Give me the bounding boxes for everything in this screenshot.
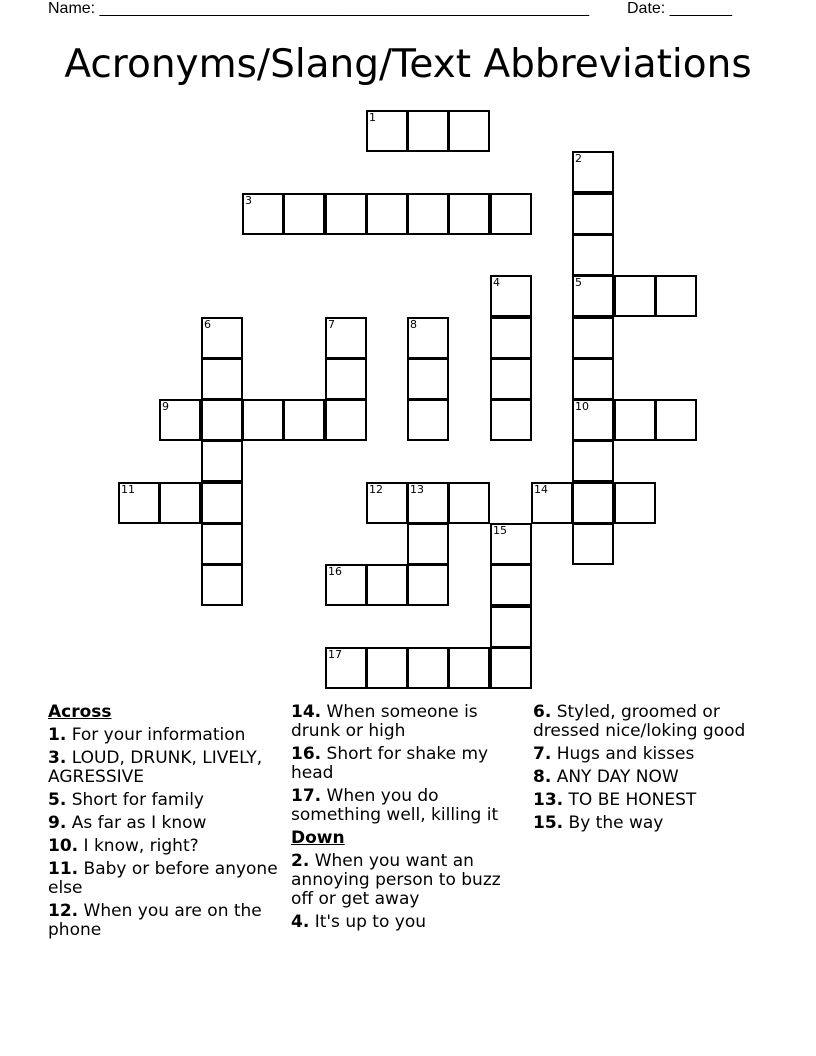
grid-cell[interactable] (407, 523, 449, 565)
clue-text: Hugs and kisses (556, 744, 695, 764)
clue-number: 1. (48, 725, 67, 745)
clue-text: Baby or before anyone else (48, 859, 278, 898)
grid-cell[interactable] (490, 358, 532, 400)
cell-number: 10 (575, 400, 589, 413)
grid-cell[interactable] (572, 317, 614, 359)
clue-number: 13. (533, 790, 564, 810)
grid-cell[interactable] (407, 317, 449, 359)
grid-cell[interactable] (572, 440, 614, 482)
clue-number: 17. (291, 786, 322, 806)
grid-cell[interactable] (201, 358, 243, 400)
down-clue-2 (291, 852, 521, 909)
grid-cell[interactable] (201, 564, 243, 606)
clue-number: 2. (291, 851, 310, 871)
grid-cell[interactable] (325, 358, 367, 400)
down-clue-8 (533, 768, 773, 787)
grid-cell[interactable] (366, 482, 408, 524)
clue-text: It's up to you (314, 912, 426, 932)
grid-cell[interactable] (201, 440, 243, 482)
clue-number: 11. (48, 859, 79, 879)
cell-number: 14 (534, 483, 548, 496)
date-field[interactable]: Date: _______ (627, 0, 732, 17)
grid-cell[interactable] (159, 399, 201, 441)
grid-cell[interactable] (614, 482, 656, 524)
grid-cell[interactable] (325, 193, 367, 235)
grid-cell[interactable] (490, 275, 532, 317)
clue-text: When you are on the phone (48, 901, 262, 940)
cell-number: 6 (204, 318, 211, 331)
clue-text: As far as I know (71, 813, 207, 833)
clue-text: By the way (568, 813, 664, 833)
clue-number: 10. (48, 836, 79, 856)
name-field[interactable]: Name: _______________________________________________________ (48, 0, 589, 17)
grid-cell[interactable] (572, 482, 614, 524)
clue-number: 15. (533, 813, 564, 833)
grid-cell[interactable] (366, 647, 408, 689)
across-clue-1 (48, 726, 280, 745)
clue-text: For your information (71, 725, 246, 745)
across-clue-12 (48, 902, 280, 940)
grid-cell[interactable] (407, 399, 449, 441)
grid-cell[interactable] (159, 482, 201, 524)
grid-cell[interactable] (366, 110, 408, 152)
grid-cell[interactable] (531, 482, 573, 524)
grid-cell[interactable] (448, 482, 490, 524)
cell-number: 12 (369, 483, 383, 496)
across-heading: Across (48, 702, 112, 722)
grid-cell[interactable] (490, 523, 532, 565)
grid-cell[interactable] (490, 317, 532, 359)
grid-cell[interactable] (201, 317, 243, 359)
cell-number: 8 (410, 318, 417, 331)
clue-text: Short for family (71, 790, 204, 810)
clue-column-1 (48, 703, 280, 944)
cell-number: 13 (410, 483, 424, 496)
down-clue-4 (291, 913, 521, 932)
grid-cell[interactable] (614, 275, 656, 317)
clue-number: 16. (291, 744, 322, 764)
grid-cell[interactable] (572, 234, 614, 276)
clue-number: 4. (291, 912, 310, 932)
grid-cell[interactable] (572, 275, 614, 317)
clue-text: LOUD, DRUNK, LIVELY, AGRESSIVE (48, 748, 263, 787)
clue-text: TO BE HONEST (568, 790, 697, 810)
across-clue-9 (48, 814, 280, 833)
clue-text: I know, right? (83, 836, 199, 856)
grid-cell[interactable] (407, 193, 449, 235)
grid-cell[interactable] (283, 193, 325, 235)
grid-cell[interactable] (325, 399, 367, 441)
across-clue-14 (291, 703, 521, 741)
grid-cell[interactable] (407, 564, 449, 606)
grid-cell[interactable] (614, 399, 656, 441)
grid-cell[interactable] (490, 193, 532, 235)
cell-number: 9 (162, 400, 169, 413)
grid-cell[interactable] (572, 399, 614, 441)
clue-number: 8. (533, 767, 552, 787)
clue-number: 7. (533, 744, 552, 764)
grid-cell[interactable] (242, 399, 284, 441)
clue-number: 9. (48, 813, 67, 833)
grid-cell[interactable] (572, 523, 614, 565)
grid-cell[interactable] (572, 193, 614, 235)
across-clue-16 (291, 745, 521, 783)
clue-number: 12. (48, 901, 79, 921)
clue-number: 3. (48, 748, 67, 768)
grid-cell[interactable] (407, 358, 449, 400)
grid-cell[interactable] (325, 317, 367, 359)
grid-cell[interactable] (366, 564, 408, 606)
grid-cell[interactable] (448, 193, 490, 235)
cell-number: 15 (493, 524, 507, 537)
across-clue-17 (291, 787, 521, 825)
cell-number: 4 (493, 276, 500, 289)
grid-cell[interactable] (655, 275, 697, 317)
grid-cell[interactable] (201, 482, 243, 524)
grid-cell[interactable] (242, 193, 284, 235)
clue-number: 6. (533, 702, 552, 722)
grid-cell[interactable] (201, 523, 243, 565)
cell-number: 1 (369, 111, 376, 124)
cell-number: 11 (121, 483, 135, 496)
grid-cell[interactable] (448, 110, 490, 152)
cell-number: 17 (328, 648, 342, 661)
grid-cell[interactable] (325, 647, 367, 689)
grid-cell[interactable] (655, 399, 697, 441)
clue-column-3 (533, 703, 773, 837)
grid-cell[interactable] (201, 399, 243, 441)
grid-cell[interactable] (490, 647, 532, 689)
grid-cell[interactable] (407, 647, 449, 689)
grid-cell[interactable] (572, 151, 614, 193)
clue-text: When someone is drunk or high (291, 702, 478, 741)
across-clue-5 (48, 791, 280, 810)
grid-cell[interactable] (490, 399, 532, 441)
cell-number: 7 (328, 318, 335, 331)
grid-cell[interactable] (448, 647, 490, 689)
grid-cell[interactable] (407, 482, 449, 524)
cell-number: 3 (245, 194, 252, 207)
clue-text: Styled, groomed or dressed nice/loking good (533, 702, 746, 741)
cell-number: 16 (328, 565, 342, 578)
grid-cell[interactable] (407, 110, 449, 152)
down-clue-7 (533, 745, 773, 764)
clue-text: Short for shake my head (291, 744, 489, 783)
clue-number: 14. (291, 702, 322, 722)
down-clue-13 (533, 791, 773, 810)
grid-cell[interactable] (366, 193, 408, 235)
clue-text: ANY DAY NOW (556, 767, 679, 787)
grid-cell[interactable] (118, 482, 160, 524)
grid-cell[interactable] (490, 564, 532, 606)
cell-number: 2 (575, 152, 582, 165)
clue-number: 5. (48, 790, 67, 810)
clue-column-2 (291, 703, 521, 936)
clue-text: When you do something well, killing it (291, 786, 499, 825)
down-heading: Down (291, 828, 345, 848)
down-clue-6 (533, 703, 773, 741)
across-clue-10 (48, 837, 280, 856)
across-clue-3 (48, 749, 280, 787)
page-title: Acronyms/Slang/Text Abbreviations (64, 42, 752, 87)
grid-cell[interactable] (572, 358, 614, 400)
cell-number: 5 (575, 276, 582, 289)
grid-cell[interactable] (325, 564, 367, 606)
clue-text: When you want an annoying person to buzz off or get away (291, 851, 501, 909)
across-clue-11 (48, 860, 280, 898)
grid-cell[interactable] (283, 399, 325, 441)
down-clue-15 (533, 814, 773, 833)
grid-cell[interactable] (490, 606, 532, 648)
